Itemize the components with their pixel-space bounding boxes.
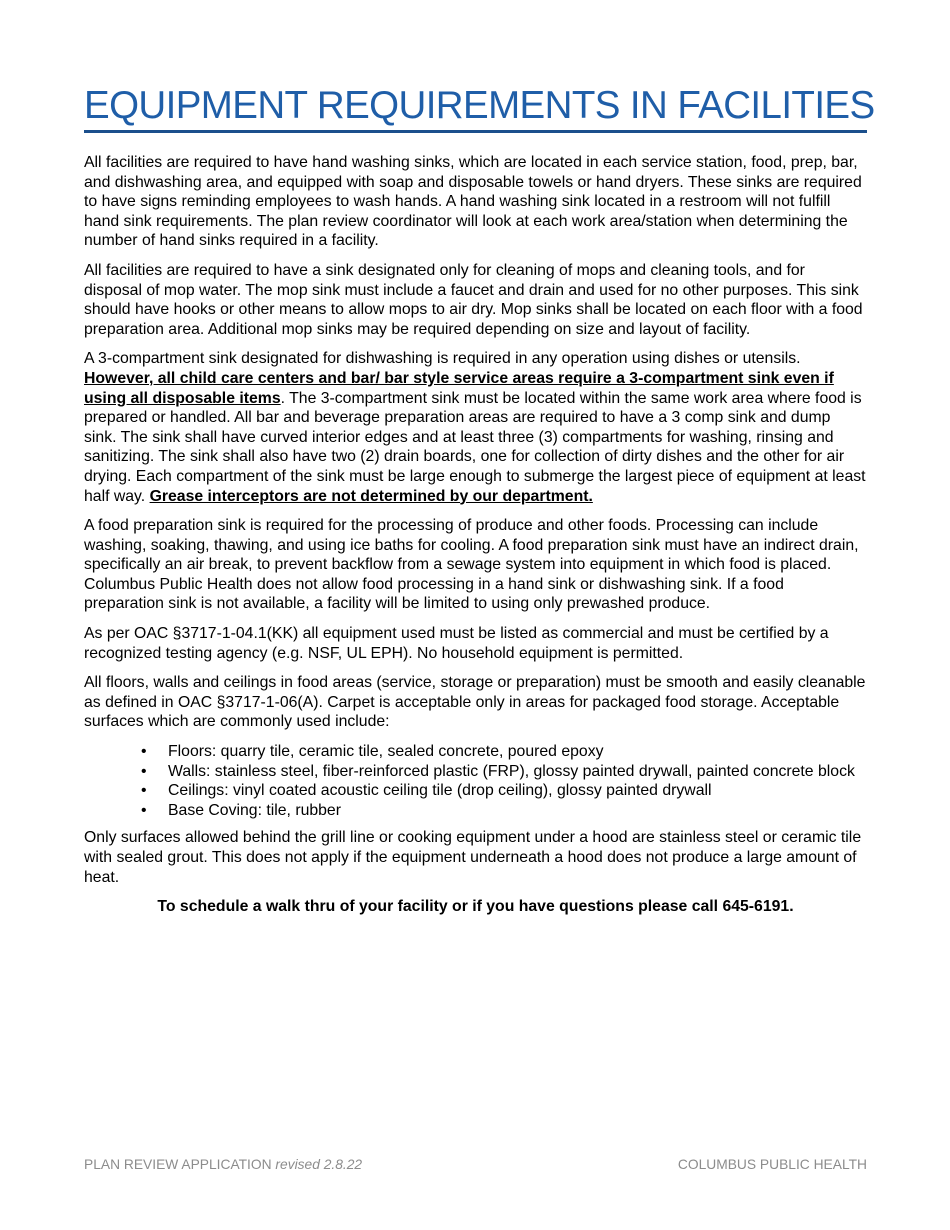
footer-revision: revised 2.8.22	[275, 1157, 363, 1172]
footer-application-label: PLAN REVIEW APPLICATION	[84, 1157, 276, 1172]
footer-organization: COLUMBUS PUBLIC HEALTH	[677, 1157, 867, 1172]
list-item: • Ceilings: vinyl coated acoustic ceiling tile (drop ceiling), glossy painted drywall	[168, 781, 867, 801]
three-comp-emphasis: However, all child care centers and bar/ bar style service areas require a 3-compartment sink even if using all disposable items	[84, 369, 834, 407]
call-to-action: To schedule a walk thru of your facility or if you have questions please call 645-6191.	[157, 898, 794, 916]
page-title: EQUIPMENT REQUIREMENTS IN FACILITIES	[84, 84, 867, 133]
list-item: • Floors: quarry tile, ceramic tile, sealed concrete, poured epoxy	[168, 742, 867, 762]
surfaces-list	[84, 742, 867, 820]
paragraph-three-compartment-sink	[84, 349, 867, 506]
paragraph-food-prep-sink: A food preparation sink is required for the processing of produce and other foods. Processing can include washing, soaking, thawing, and using ice baths for cooling. A food preparation sink must have an indirect drain, specifically an air break, to prevent backflow from a sewage system into equipment in which food is placed. Columbus Public Health does not allow food processing in a hand sink or dishwashing sink. If a food preparation sink is not available, a facility will be limited to using only prewashed produce.	[84, 517, 859, 613]
grease-interceptor-note: Grease interceptors are not determined by our department.	[149, 487, 593, 505]
paragraph-hand-sinks: All facilities are required to have hand washing sinks, which are located in each service station, food, prep, bar, and dishwashing area, and equipped with soap and disposable towels or hand dryers. These sinks are required to have signs reminding employees to wash hands. A hand washing sink located in a restroom will not fulfill hand sink requirements. The plan review coordinator will look at each work area/station when determining the number of hand sinks required in a facility.	[84, 154, 862, 250]
paragraph-grill-line: Only surfaces allowed behind the grill line or cooking equipment under a hood are stainless steel or ceramic tile with sealed grout. This does not apply if the equipment underneath a hood does not produce a large amount of heat.	[84, 829, 862, 886]
footer-left	[84, 1157, 362, 1172]
page-footer	[84, 1157, 867, 1172]
three-comp-details: . The 3-compartment sink must be located within the same work area where food is prepared or handled. All bar and beverage preparation areas are required to have a 3 comp sink and dump sink. The sink shall have curved interior edges and at least three (3) compartments for washing, rinsing and sanitizing. The sink shall also have two (2) drain boards, one for collection of dirty dishes and the other for air drying. Each compartment of the sink must be large enough to submerge the largest piece of equipment at least half way.	[84, 389, 866, 505]
list-item: • Base Coving: tile, rubber	[168, 801, 867, 821]
list-item: • Walls: stainless steel, fiber-reinforced plastic (FRP), glossy painted drywall, painted concrete block	[168, 762, 867, 782]
paragraph-commercial-equipment: As per OAC §3717-1-04.1(KK) all equipment used must be listed as commercial and must be certified by a recognized testing agency (e.g. NSF, UL EPH). No household equipment is permitted.	[84, 625, 829, 662]
document-page	[84, 84, 875, 927]
three-comp-intro: A 3-compartment sink designated for dishwashing is required in any operation using dishes or utensils.	[84, 350, 801, 368]
paragraph-surfaces-intro: All floors, walls and ceilings in food areas (service, storage or preparation) must be smooth and easily cleanable as defined in OAC §3717-1-06(A). Carpet is acceptable only in areas for packaged food storage. Acceptable surfaces which are commonly used include:	[84, 674, 866, 731]
paragraph-mop-sinks: All facilities are required to have a sink designated only for cleaning of mops and cleaning tools, and for disposal of mop water. The mop sink must include a faucet and drain and used for no other purposes. This sink should have hooks or other means to allow mops to air dry. Mop sinks shall be located on each floor with a food preparation area. Additional mop sinks may be required depending on size and layout of facility.	[84, 261, 863, 338]
document-body	[84, 153, 867, 917]
